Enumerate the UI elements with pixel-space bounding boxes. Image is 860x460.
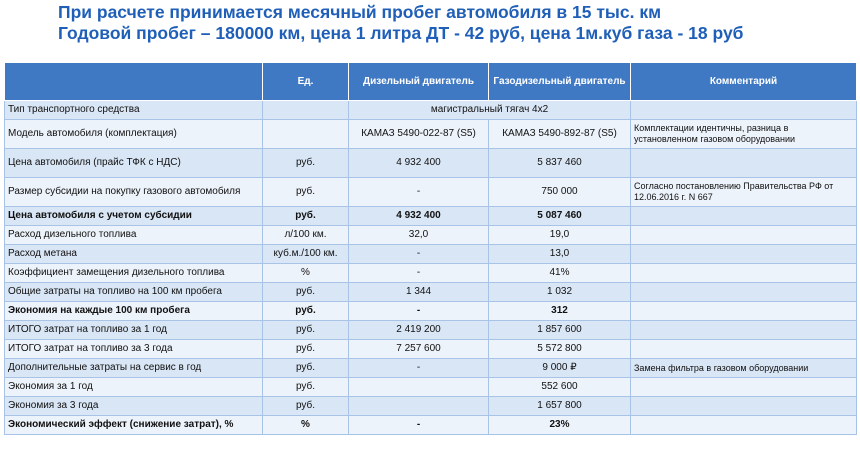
cell-gas-diesel: КАМАЗ 5490-892-87 (S5)	[489, 120, 631, 149]
cell-unit: л/100 км.	[263, 226, 349, 245]
cell-unit: куб.м./100 км.	[263, 245, 349, 264]
cell-diesel: -	[349, 416, 489, 435]
cell-comment: Согласно постановлению Правительства РФ от 12.06.2016 г. N 667	[631, 178, 857, 207]
cell-diesel: -	[349, 264, 489, 283]
cell-comment	[631, 149, 857, 178]
cell-gas-diesel: 750 000	[489, 178, 631, 207]
header-unit: Ед.	[263, 63, 349, 101]
table-row	[5, 416, 857, 435]
table-row	[5, 302, 857, 321]
table-row	[5, 226, 857, 245]
page-heading	[0, 0, 860, 44]
cell-unit	[263, 101, 349, 120]
table-header-row	[5, 63, 857, 101]
cell-gas-diesel: 552 600	[489, 378, 631, 397]
table-row	[5, 340, 857, 359]
cell-param: Расход дизельного топлива	[5, 226, 263, 245]
cell-comment	[631, 321, 857, 340]
cell-gas-diesel: 5 837 460	[489, 149, 631, 178]
cell-diesel: 4 932 400	[349, 149, 489, 178]
cell-comment	[631, 378, 857, 397]
table-row	[5, 264, 857, 283]
cell-param: Экономический эффект (снижение затрат), %	[5, 416, 263, 435]
cell-param: Экономия за 3 года	[5, 397, 263, 416]
table-row	[5, 397, 857, 416]
cell-diesel	[349, 378, 489, 397]
cell-diesel: 7 257 600	[349, 340, 489, 359]
cell-unit	[263, 120, 349, 149]
cell-unit: руб.	[263, 397, 349, 416]
table-row	[5, 207, 857, 226]
cell-param: Тип транспортного средства	[5, 101, 263, 120]
heading-line-1: При расчете принимается месячный пробег автомобиля в 15 тыс. км	[58, 2, 662, 22]
cell-comment	[631, 207, 857, 226]
cell-comment	[631, 226, 857, 245]
cell-param: Модель автомобиля (комплектация)	[5, 120, 263, 149]
cell-gas-diesel: 19,0	[489, 226, 631, 245]
cell-gas-diesel: 1 857 600	[489, 321, 631, 340]
cell-comment	[631, 340, 857, 359]
cell-comment: Комплектации идентичны, разница в установленном газовом оборудовании	[631, 120, 857, 149]
cell-param: Экономия на каждые 100 км пробега	[5, 302, 263, 321]
cell-unit: %	[263, 264, 349, 283]
header-comment: Комментарий	[631, 63, 857, 101]
cell-diesel: 1 344	[349, 283, 489, 302]
cell-param: Размер субсидии на покупку газового автомобиля	[5, 178, 263, 207]
cell-param: Цена автомобиля (прайс ТФК с НДС)	[5, 149, 263, 178]
header-gas-diesel: Газодизельный двигатель	[489, 63, 631, 101]
cell-diesel: -	[349, 302, 489, 321]
cell-merged-value: магистральный тягач 4x2	[349, 101, 631, 120]
comparison-table	[4, 62, 857, 435]
cell-comment	[631, 416, 857, 435]
cell-param: Общие затраты на топливо на 100 км пробега	[5, 283, 263, 302]
cell-gas-diesel: 23%	[489, 416, 631, 435]
cell-param: Дополнительные затраты на сервис в год	[5, 359, 263, 378]
cell-unit: руб.	[263, 283, 349, 302]
cell-param: Расход метана	[5, 245, 263, 264]
table-row	[5, 149, 857, 178]
cell-unit: руб.	[263, 302, 349, 321]
cell-gas-diesel: 312	[489, 302, 631, 321]
cell-comment	[631, 283, 857, 302]
cell-gas-diesel: 5 572 800	[489, 340, 631, 359]
cell-diesel: 2 419 200	[349, 321, 489, 340]
cell-gas-diesel: 41%	[489, 264, 631, 283]
cell-gas-diesel: 1 032	[489, 283, 631, 302]
cell-param: Экономия за 1 год	[5, 378, 263, 397]
cell-diesel: -	[349, 359, 489, 378]
cell-param: ИТОГО затрат на топливо за 3 года	[5, 340, 263, 359]
cell-gas-diesel: 5 087 460	[489, 207, 631, 226]
cell-comment	[631, 245, 857, 264]
cell-unit: %	[263, 416, 349, 435]
table-row	[5, 101, 857, 120]
cell-unit: руб.	[263, 178, 349, 207]
header-param	[5, 63, 263, 101]
header-diesel: Дизельный двигатель	[349, 63, 489, 101]
cell-param: Цена автомобиля с учетом субсидии	[5, 207, 263, 226]
cell-comment	[631, 101, 857, 120]
cell-param: Коэффициент замещения дизельного топлива	[5, 264, 263, 283]
cell-gas-diesel: 1 657 800	[489, 397, 631, 416]
cell-comment: Замена фильтра в газовом оборудовании	[631, 359, 857, 378]
table-row	[5, 245, 857, 264]
cell-diesel: КАМАЗ 5490-022-87 (S5)	[349, 120, 489, 149]
heading-line-2: Годовой пробег – 180000 км, цена 1 литра ДТ - 42 руб, цена 1м.куб газа - 18 руб	[58, 23, 744, 43]
cell-unit: руб.	[263, 378, 349, 397]
cell-unit: руб.	[263, 340, 349, 359]
table-row	[5, 378, 857, 397]
cell-unit: руб.	[263, 207, 349, 226]
cell-comment	[631, 397, 857, 416]
cell-diesel: -	[349, 245, 489, 264]
cell-comment	[631, 302, 857, 321]
cell-unit: руб.	[263, 359, 349, 378]
table-row	[5, 321, 857, 340]
cell-param: ИТОГО затрат на топливо за 1 год	[5, 321, 263, 340]
cell-diesel: -	[349, 178, 489, 207]
cell-unit: руб.	[263, 149, 349, 178]
table-row	[5, 283, 857, 302]
cell-diesel: 32,0	[349, 226, 489, 245]
cell-diesel: 4 932 400	[349, 207, 489, 226]
table-row	[5, 120, 857, 149]
table-row	[5, 178, 857, 207]
cell-gas-diesel: 13,0	[489, 245, 631, 264]
cell-diesel	[349, 397, 489, 416]
cell-comment	[631, 264, 857, 283]
table-row	[5, 359, 857, 378]
cell-unit: руб.	[263, 321, 349, 340]
cell-gas-diesel: 9 000 ₽	[489, 359, 631, 378]
